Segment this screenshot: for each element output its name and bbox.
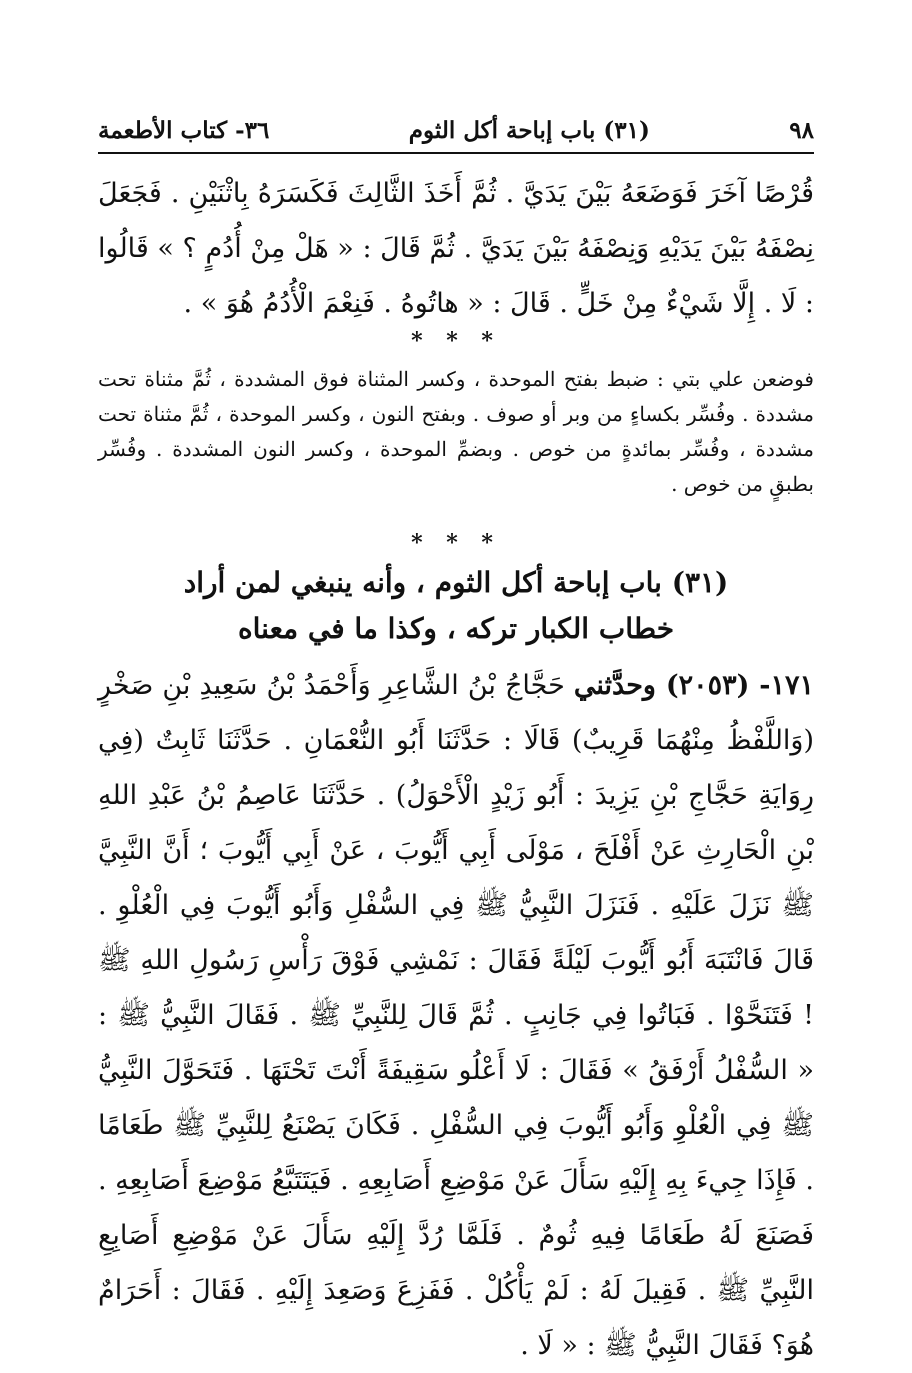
hadith-text: حَجَّاجُ بْنُ الشَّاعِرِ وَأَحْمَدُ بْنُ سَعِيدِ بْنِ صَخْرٍ (وَاللَّفْظُ مِنْهُمَا قَرِيبٌ) قَالَا : حَدَّثَنَا أَبُو النُّعْمَانِ . حَدَّثَنَا ثَابِتٌ (فِي رِوَايَةِ حَجَّاجِ بْنِ يَزِيدَ : أَبُو زَيْدٍ الْأَحْوَلُ) . حَدَّثَنَا عَاصِمُ بْنُ عَبْدِ اللهِ بْنِ الْحَارِثِ عَنْ أَفْلَحَ ، مَوْلَى أَبِي أَيُّوبَ ، عَنْ أَبِي أَيُّوبَ ؛ أَنَّ النَّبِيَّ ﷺ نَزَلَ عَلَيْهِ . فَنَزَلَ النَّبِيُّ ﷺ فِي السُّفْلِ وَأَبُو أَيُّوبَ فِي الْعُلْوِ . قَالَ فَانْتَبَهَ أَبُو أَيُّوبَ لَيْلَةً فَقَالَ : نَمْشِي فَوْقَ رَأْسِ رَسُولِ اللهِ ﷺ ! فَتَنَحَّوْا . فَبَاتُوا فِي جَانِبٍ . ثُمَّ قَالَ لِلنَّبِيِّ ﷺ . فَقَالَ النَّبِيُّ ﷺ : « السُّفْلُ أَرْفَقُ » فَقَالَ : لَا أَعْلُو سَقِيفَةً أَنْتَ تَحْتَهَا . فَتَحَوَّلَ النَّبِيُّ ﷺ فِي الْعُلْوِ وَأَبُو أَيُّوبَ فِي السُّفْلِ . فَكَانَ يَصْنَعُ لِلنَّبِيِّ ﷺ طَعَامًا . فَإِذَا جِيءَ بِهِ إِلَيْهِ سَأَلَ عَنْ مَوْضِعِ أَصَابِعِهِ . فَيَتَتَبَّعُ مَوْضِعَ أَصَابِعِهِ . فَصَنَعَ لَهُ طَعَامًا فِيهِ ثُومٌ . فَلَمَّا رُدَّ إِلَيْهِ سَأَلَ عَنْ مَوْضِعِ أَصَابِعِ النَّبِيِّ ﷺ . فَقِيلَ لَهُ : لَمْ يَأْكُلْ . فَفَزِعَ وَصَعِدَ إِلَيْهِ . فَقَالَ : أَحَرَامٌ هُوَ؟ فَقَالَ النَّبِيُّ ﷺ : « لَا . [98, 670, 814, 1361]
header-divider [98, 152, 814, 154]
page-number: ٩٨ [789, 116, 814, 144]
footnote-block [98, 362, 814, 502]
footnote-paragraph: فوضعن علي بتي : ضبط بفتح الموحدة ، وكسر المثناة فوق المشددة ، ثُمَّ مثناة تحت مشددة . وفُسِّر بكساءٍ من وبر أو صوف . وبفتح النون ، وكسر الموحدة ، ثُمَّ مثناة تحت مشددة ، وفُسِّر بمائدةٍ من خوص . وبضمِّ الموحدة ، وكسر النون المشددة . وفُسِّر بطبقٍ من خوص . [98, 367, 814, 496]
chapter-heading-line-1: (٣١) باب إباحة أكل الثوم ، وأنه ينبغي لمن أراد [183, 566, 729, 599]
chapter-heading [98, 560, 814, 652]
top-paragraph-block [98, 166, 814, 331]
hadith-number: ١٧١- (٢٠٥٣) وحدَّثني [573, 670, 814, 701]
separator-stars-2: * * * [411, 530, 501, 556]
header-book-title: ٣٦- كتاب الأطعمة [98, 116, 270, 144]
separator-stars-1: * * * [411, 328, 501, 354]
chapter-heading-line-2: خطاب الكبار تركه ، وكذا ما في معناه [237, 612, 675, 645]
page-header [98, 108, 814, 152]
hadith-paragraph [98, 658, 814, 1373]
header-chapter-title: (٣١) باب إباحة أكل الثوم [408, 116, 650, 144]
hadith-block [98, 658, 814, 1373]
top-paragraph: قُرْصًا آخَرَ فَوَضَعَهُ بَيْنَ يَدَيَّ . ثُمَّ أَخَذَ الثَّالِثَ فَكَسَرَهُ بِاثْنَيْنِ . فَجَعَلَ نِصْفَهُ بَيْنَ يَدَيْهِ وَنِصْفَهُ بَيْنَ يَدَيَّ . ثُمَّ قَالَ : « هَلْ مِنْ أُدُمٍ ؟ » قَالُوا : لَا . إِلَّا شَيْءٌ مِنْ خَلٍّ . قَالَ : « هاتُوهُ . فَنِعْمَ الْأُدُمُ هُوَ » . [98, 178, 814, 319]
